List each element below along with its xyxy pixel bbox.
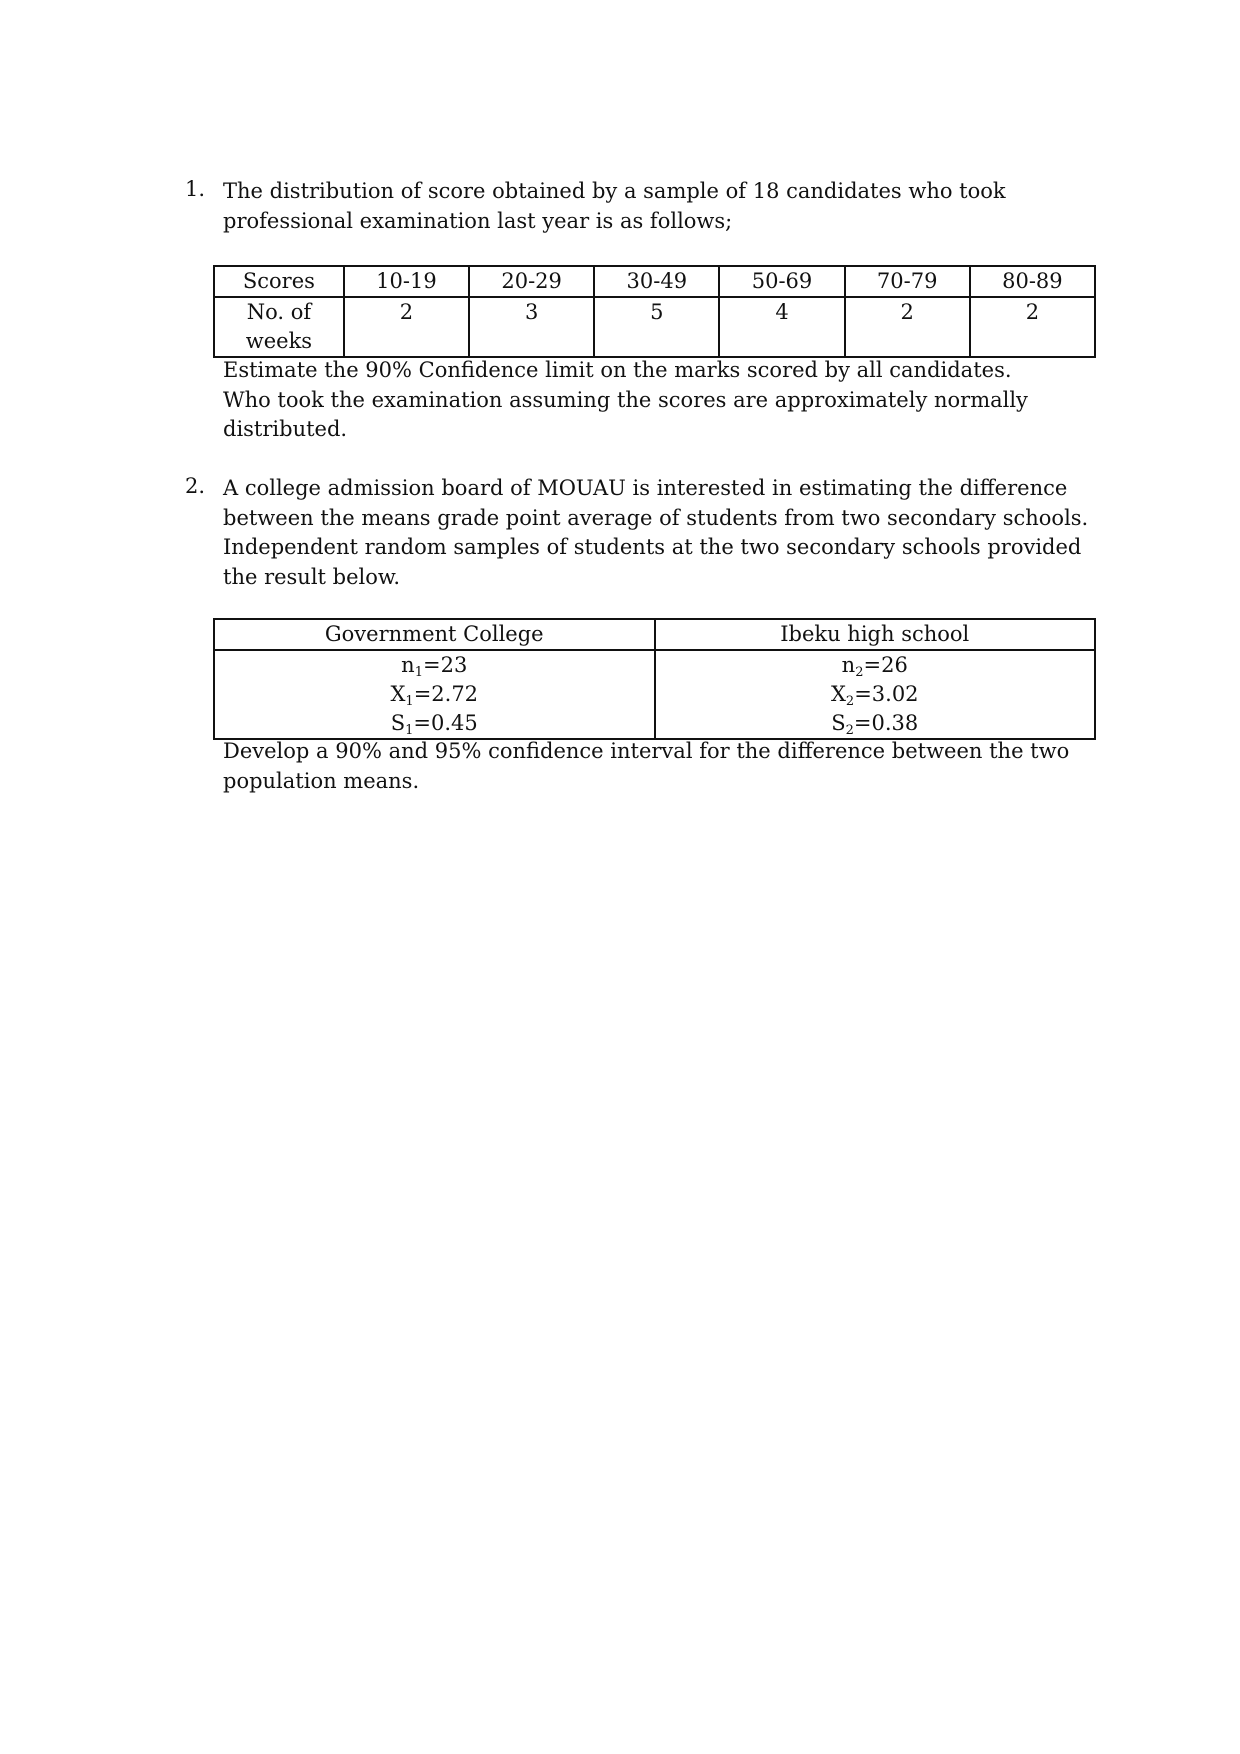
table-cell: 2 [344, 297, 469, 357]
question-2-number: 2. [185, 474, 206, 498]
table-cell: 70-79 [845, 266, 970, 297]
government-college-stats [214, 650, 655, 739]
school-comparison-table [213, 618, 1096, 740]
question-2-instructions: Develop a 90% and 95% confidence interval for the difference between the two population means. [223, 739, 1070, 793]
question-2-text: A college admission board of MOUAU is interested in estimating the difference between the means grade point average of students from two secondary schools. Independent random samples of students at the two secondary schools provided the result below. [223, 476, 1089, 589]
score-distribution-table [213, 265, 1096, 358]
table-row [214, 650, 1095, 739]
table-cell: 3 [469, 297, 594, 357]
table-row [214, 619, 1095, 650]
instruction-line: Who took the examination assuming the scores are approximately normally distributed. [223, 387, 1028, 441]
ibeku-high-school-stats [655, 650, 1096, 739]
instruction-line: Estimate the 90% Confidence limit on the marks scored by all candidates. [223, 358, 1012, 382]
question-1-text: The distribution of score obtained by a sample of 18 candidates who took professional examination last year is as follows; [223, 179, 1006, 233]
question-1-number: 1. [185, 177, 206, 201]
stat-s1: $S_1=0.45$ [390, 711, 478, 738]
table-cell: 80-89 [970, 266, 1095, 297]
table-cell: 50-69 [719, 266, 844, 297]
table-header-ibeku-high-school: Ibeku high school [655, 619, 1096, 650]
table-row [214, 266, 1095, 297]
table-cell: 20-29 [469, 266, 594, 297]
table-cell: 5 [594, 297, 719, 357]
table-row [214, 297, 1095, 357]
stat-x2: $X_2=3.02$ [830, 682, 919, 709]
table-cell: 30-49 [594, 266, 719, 297]
question-2 [185, 474, 1105, 592]
table-cell: 2 [970, 297, 1095, 357]
stat-n1: $n_1=23$ [401, 653, 468, 680]
question-1-instructions [223, 356, 1103, 445]
table-cell: 10-19 [344, 266, 469, 297]
table-cell: 4 [719, 297, 844, 357]
question-1 [185, 177, 1105, 236]
table-header-government-college: Government College [214, 619, 655, 650]
stat-n2: $n_2=26$ [841, 653, 908, 680]
table-cell: 2 [845, 297, 970, 357]
stat-s2: $S_2=0.38$ [831, 711, 919, 738]
table-header-weeks: No. of weeks [214, 297, 344, 357]
stat-x1: $X_1=2.72$ [390, 682, 479, 709]
table-header-scores: Scores [214, 266, 344, 297]
